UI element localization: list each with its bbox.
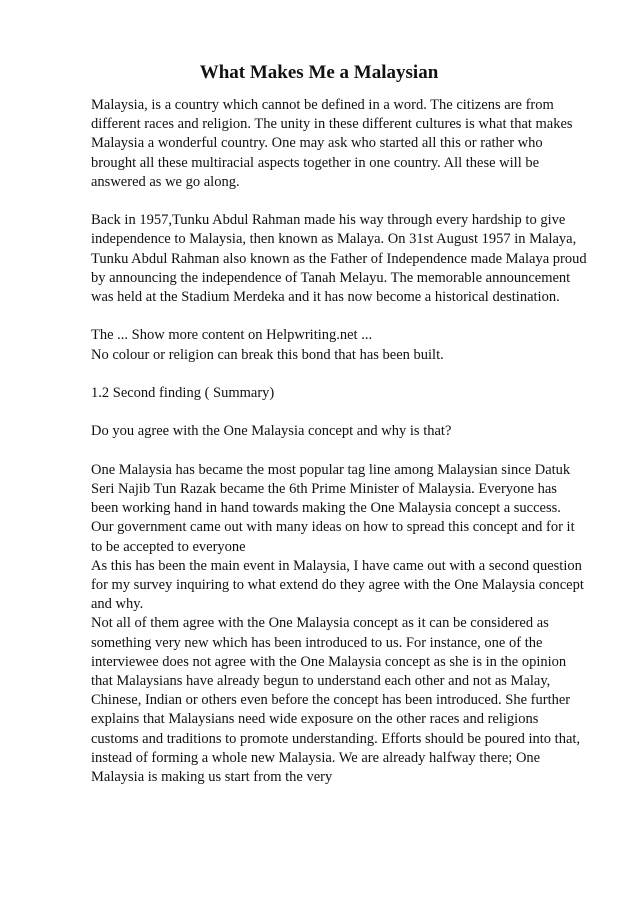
text-line: Seri Najib Tun Razak became the 6th Prime Minister of Malaysia. Everyone has [91, 480, 557, 497]
text-line: No colour or religion can break this bond that has been built. [91, 346, 444, 363]
text-line: independence to Malaysia, then known as Malaya. On 31st August 1957 in Malaya, [91, 231, 577, 248]
document-body [91, 96, 611, 787]
paragraph-question [91, 422, 611, 441]
text-line: The ... Show more content on Helpwriting.net ... [91, 327, 373, 344]
paragraph-history [91, 211, 611, 307]
text-line: and why. [91, 596, 144, 613]
text-line: by announcing the independence of Tanah Melayu. The memorable announcement [91, 269, 571, 286]
section-heading [91, 384, 611, 403]
text-line: to be accepted to everyone [91, 538, 246, 555]
text-line: was held at the Stadium Merdeka and it has now become a historical destination. [91, 289, 560, 306]
text-line: 1.2 Second finding ( Summary) [91, 385, 275, 401]
text-line: been working hand in hand towards making the One Malaysia concept a success. [91, 500, 561, 517]
text-line: brought all these multiracial aspects together in one country. All these will be [91, 154, 540, 171]
text-line: Malaysia a wonderful country. One may ask who started all this or rather who [91, 135, 543, 152]
text-line: answered as we go along. [91, 173, 240, 190]
paragraph-show-more [91, 326, 611, 364]
text-line: Do you agree with the One Malaysia concept and why is that? [91, 423, 452, 440]
text-line: that Malaysians have already begun to understand each other and not as Malay, [91, 673, 551, 690]
text-line: As this has been the main event in Malaysia, I have came out with a second question [91, 557, 582, 574]
text-line: interviewee does not agree with the One Malaysia concept as she is in the opinion [91, 653, 567, 670]
text-line: Malaysia is making us start from the very [91, 769, 333, 786]
paragraph-intro [91, 96, 611, 192]
text-line: instead of forming a whole new Malaysia. We are already halfway there; One [91, 749, 541, 766]
text-line: customs and traditions to promote understanding. Efforts should be poured into that, [91, 730, 581, 747]
text-line: Malaysia, is a country which cannot be defined in a word. The citizens are from [91, 97, 554, 113]
text-line: Back in 1957,Tunku Abdul Rahman made his way through every hardship to give [91, 212, 566, 229]
text-line: for my survey inquiring to what extend do they agree with the One Malaysia concept [91, 577, 584, 593]
text-line: Not all of them agree with the One Malaysia concept as it can be considered as [91, 615, 549, 632]
document-title: What Makes Me a Malaysian [199, 62, 439, 83]
text-line: explains that Malaysians need wide exposure on the other races and religions [91, 711, 539, 728]
text-line: Tunku Abdul Rahman also known as the Father of Independence made Malaya proud [91, 250, 587, 267]
text-line: Chinese, Indian or others even before the concept has been introduced. She further [91, 692, 571, 709]
text-line: something very new which has been introduced to us. For instance, one of the [91, 634, 543, 651]
text-line: One Malaysia has became the most popular tag line among Malaysian since Datuk [91, 461, 571, 478]
text-line: different races and religion. The unity in these different cultures is what that makes [91, 116, 573, 133]
paragraph-discussion [91, 461, 611, 787]
text-line: Our government came out with many ideas on how to spread this concept and for it [91, 519, 575, 536]
